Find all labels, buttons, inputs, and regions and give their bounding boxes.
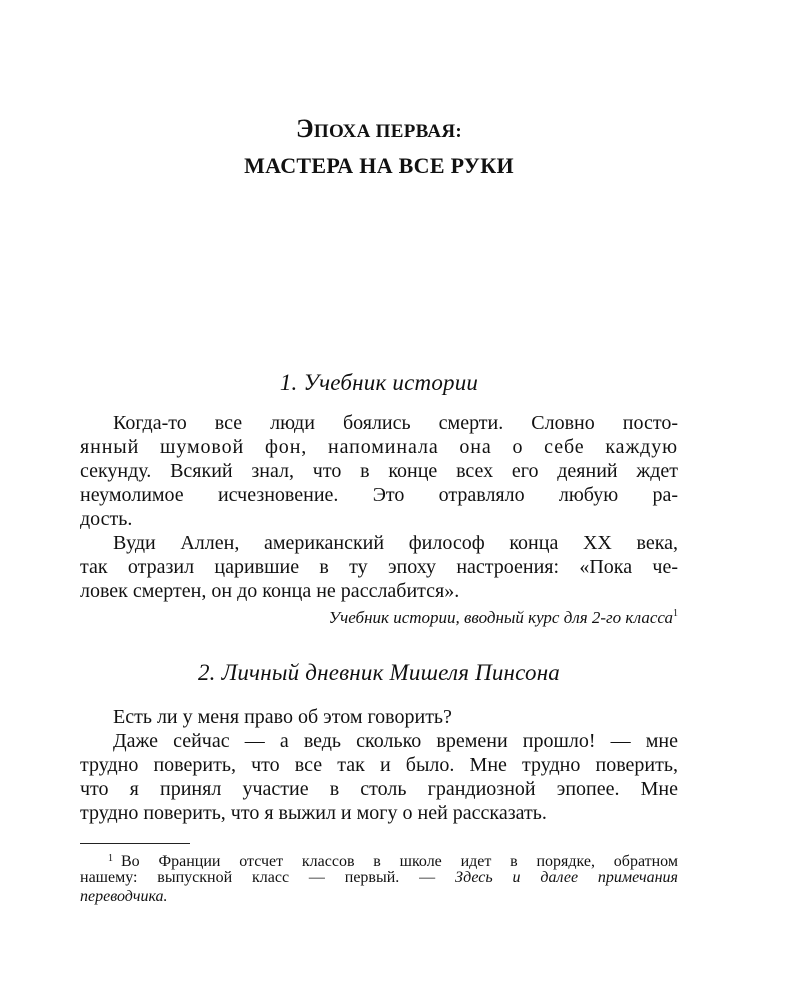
footnote-text-1: Во Франции отсчет классов в школе идет в порядке, обратном <box>121 853 678 870</box>
chapter-2-body <box>80 705 678 825</box>
part-title-rest: ПОХА ПЕРВАЯ: <box>313 121 463 142</box>
chapter-1-source <box>80 608 678 628</box>
book-page <box>80 0 678 1000</box>
text-line: Вуди Аллен, американский философ конца XX века, <box>113 532 678 554</box>
footnote-text-2-italic: Здесь и далее примечания <box>454 869 678 886</box>
footnote-number: 1 <box>108 853 113 864</box>
text-line: секунду. Всякий знал, что в конце всех его деяний ждет <box>80 460 678 482</box>
text-line: трудно поверить, что я выжил и могу о ней рассказать. <box>80 802 547 824</box>
footnote-ref[interactable]: 1 <box>673 608 678 619</box>
part-title-initial: Э <box>295 114 314 143</box>
text-line: неумолимое исчезновение. Это отравляло любую ра- <box>80 484 678 506</box>
footnote-line-3 <box>80 887 678 906</box>
text-line: Даже сейчас — а ведь сколько времени прошло! — мне <box>113 730 678 752</box>
source-text: Учебник истории, вводный курс для 2-го класса <box>328 608 673 627</box>
footnote-divider <box>80 843 190 844</box>
footnote-text-3-italic: переводчика. <box>80 888 168 905</box>
text-line: Когда-то все люди боялись смерти. Словно посто- <box>113 412 678 434</box>
text-line: ловек смертен, он до конца не расслабится». <box>80 580 460 602</box>
text-line: что я принял участие в столь грандиозной эпопее. Мне <box>80 778 678 800</box>
part-title-line-1 <box>80 114 678 144</box>
footnote-line-1 <box>80 849 678 868</box>
text-line: так отразил царившие в ту эпоху настроения: «Пока че- <box>80 556 678 578</box>
chapter-1-heading: 1. Учебник истории <box>279 370 479 395</box>
text-line: янный шумовой фон, напоминала она о себе каждую <box>80 436 678 458</box>
footnote-line-2 <box>80 868 678 887</box>
chapter-1-body <box>80 411 678 603</box>
part-title-line-2: МАСТЕРА НА ВСЕ РУКИ <box>244 153 514 178</box>
text-line: Есть ли у меня право об этом говорить? <box>113 706 452 728</box>
footnote <box>80 849 678 906</box>
chapter-2-heading: 2. Личный дневник Мишеля Пинсона <box>197 660 561 685</box>
text-line: дость. <box>80 508 133 530</box>
text-line: трудно поверить, что все так и было. Мне трудно поверить, <box>80 754 678 776</box>
footnote-text-2: нашему: выпускной класс — первый. — <box>80 869 455 886</box>
